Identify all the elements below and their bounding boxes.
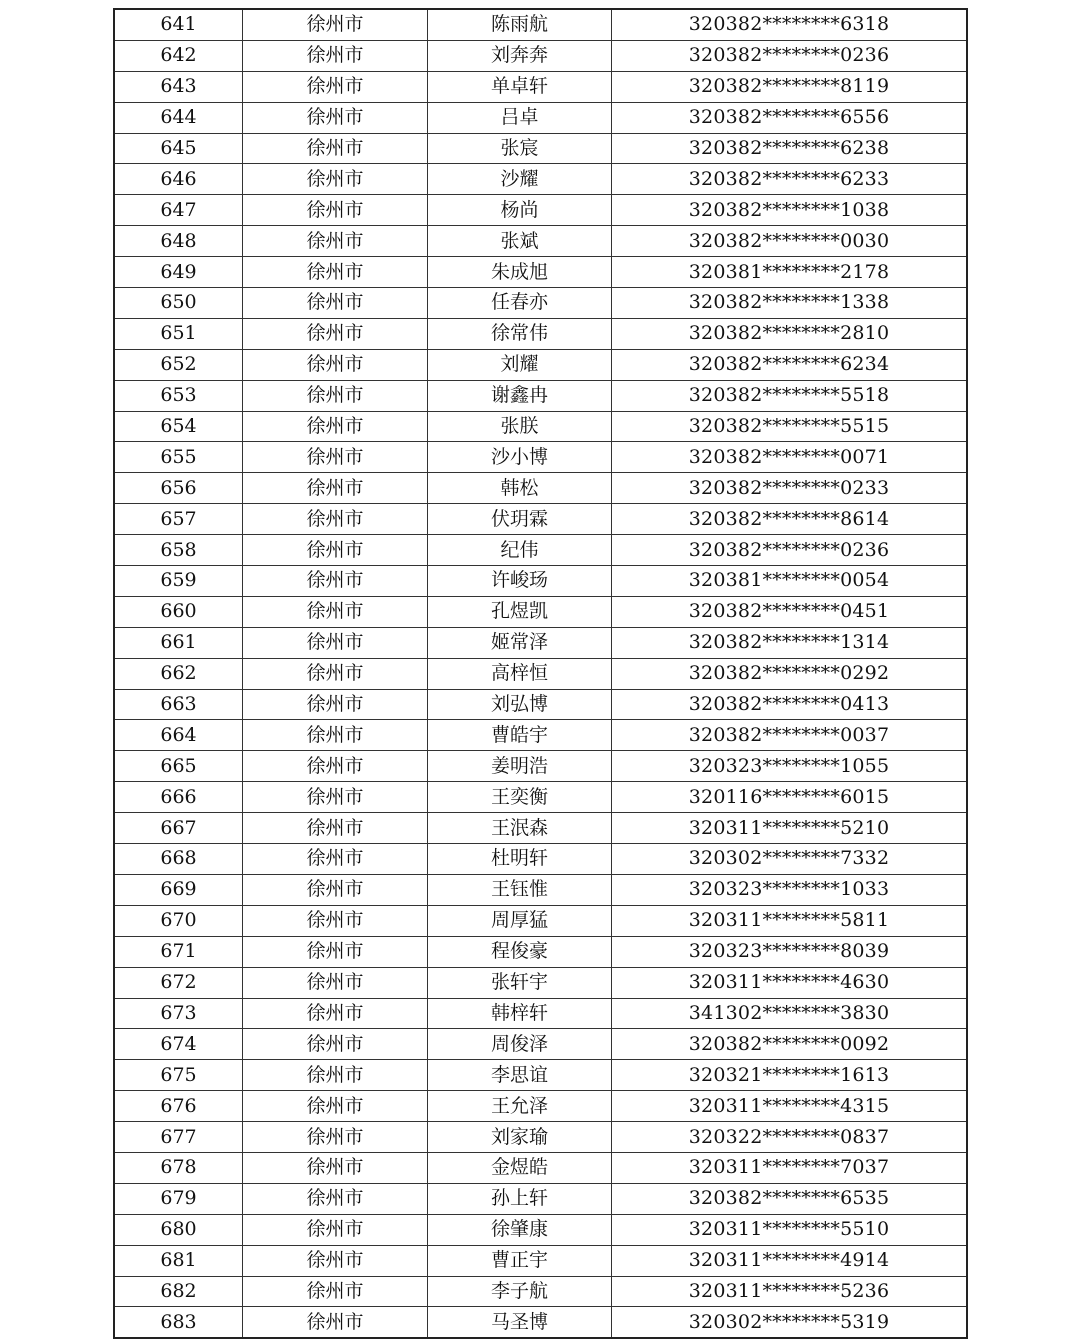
id-number-cell: 320323********1055 — [612, 751, 968, 782]
id-number-cell: 320382********0092 — [612, 1029, 968, 1060]
person-name-cell: 张朕 — [428, 411, 612, 442]
person-name-cell: 张宸 — [428, 133, 612, 164]
person-name-cell: 王奕衡 — [428, 782, 612, 813]
table-row — [114, 164, 967, 195]
row-number-cell: 670 — [114, 905, 243, 936]
table-row — [114, 566, 967, 597]
person-name-cell: 韩松 — [428, 473, 612, 504]
person-name-cell: 高梓恒 — [428, 658, 612, 689]
city-cell: 徐州市 — [243, 998, 428, 1029]
row-number-cell: 667 — [114, 813, 243, 844]
id-number-cell: 320323********8039 — [612, 936, 968, 967]
id-number-cell: 320382********6233 — [612, 164, 968, 195]
row-number-cell: 643 — [114, 71, 243, 102]
row-number-cell: 658 — [114, 535, 243, 566]
table-row — [114, 905, 967, 936]
table-row — [114, 195, 967, 226]
id-number-cell: 320311********7037 — [612, 1152, 968, 1183]
row-number-cell: 644 — [114, 102, 243, 133]
city-cell: 徐州市 — [243, 411, 428, 442]
person-name-cell: 周俊泽 — [428, 1029, 612, 1060]
row-number-cell: 673 — [114, 998, 243, 1029]
person-name-cell: 曹皓宇 — [428, 720, 612, 751]
row-number-cell: 647 — [114, 195, 243, 226]
id-number-cell: 320382********5515 — [612, 411, 968, 442]
row-number-cell: 645 — [114, 133, 243, 164]
table-row — [114, 535, 967, 566]
row-number-cell: 671 — [114, 936, 243, 967]
row-number-cell: 676 — [114, 1091, 243, 1122]
city-cell: 徐州市 — [243, 380, 428, 411]
city-cell: 徐州市 — [243, 102, 428, 133]
table-row — [114, 257, 967, 288]
city-cell: 徐州市 — [243, 504, 428, 535]
id-number-cell: 320382********2810 — [612, 318, 968, 349]
person-name-cell: 韩梓轩 — [428, 998, 612, 1029]
row-number-cell: 659 — [114, 566, 243, 597]
table-row — [114, 1245, 967, 1276]
id-number-cell: 320382********0292 — [612, 658, 968, 689]
table-row — [114, 442, 967, 473]
row-number-cell: 649 — [114, 257, 243, 288]
table-row — [114, 844, 967, 875]
person-name-cell: 杜明轩 — [428, 844, 612, 875]
person-name-cell: 朱成旭 — [428, 257, 612, 288]
city-cell: 徐州市 — [243, 257, 428, 288]
table-row — [114, 1183, 967, 1214]
city-cell: 徐州市 — [243, 1214, 428, 1245]
city-cell: 徐州市 — [243, 967, 428, 998]
person-name-cell: 姜明浩 — [428, 751, 612, 782]
person-name-cell: 任春亦 — [428, 288, 612, 319]
person-name-cell: 刘奔奔 — [428, 40, 612, 71]
city-cell: 徐州市 — [243, 71, 428, 102]
city-cell: 徐州市 — [243, 658, 428, 689]
person-name-cell: 孙上轩 — [428, 1183, 612, 1214]
city-cell: 徐州市 — [243, 1029, 428, 1060]
person-name-cell: 王泯森 — [428, 813, 612, 844]
id-number-cell: 320381********2178 — [612, 257, 968, 288]
id-number-cell: 320321********1613 — [612, 1060, 968, 1091]
id-number-cell: 320382********6318 — [612, 9, 968, 40]
table-row — [114, 1122, 967, 1153]
table-row — [114, 1307, 967, 1338]
row-number-cell: 652 — [114, 349, 243, 380]
city-cell: 徐州市 — [243, 1183, 428, 1214]
row-number-cell: 662 — [114, 658, 243, 689]
row-number-cell: 669 — [114, 874, 243, 905]
table-row — [114, 1060, 967, 1091]
id-number-cell: 320311********4914 — [612, 1245, 968, 1276]
table-row — [114, 689, 967, 720]
city-cell: 徐州市 — [243, 751, 428, 782]
table-row — [114, 1276, 967, 1307]
city-cell: 徐州市 — [243, 442, 428, 473]
city-cell: 徐州市 — [243, 164, 428, 195]
id-number-cell: 320382********1338 — [612, 288, 968, 319]
city-cell: 徐州市 — [243, 1152, 428, 1183]
row-number-cell: 677 — [114, 1122, 243, 1153]
id-number-cell: 320382********0236 — [612, 40, 968, 71]
person-name-cell: 马圣博 — [428, 1307, 612, 1338]
city-cell: 徐州市 — [243, 1060, 428, 1091]
city-cell: 徐州市 — [243, 596, 428, 627]
table-row — [114, 782, 967, 813]
table-row — [114, 751, 967, 782]
row-number-cell: 642 — [114, 40, 243, 71]
city-cell: 徐州市 — [243, 720, 428, 751]
id-number-cell: 320382********0233 — [612, 473, 968, 504]
person-name-cell: 许峻玚 — [428, 566, 612, 597]
table-row — [114, 813, 967, 844]
person-name-cell: 孔煜凯 — [428, 596, 612, 627]
table-row — [114, 874, 967, 905]
id-number-cell: 320382********0451 — [612, 596, 968, 627]
id-number-cell: 320382********6238 — [612, 133, 968, 164]
city-cell: 徐州市 — [243, 627, 428, 658]
id-number-cell: 320382********0037 — [612, 720, 968, 751]
id-number-cell: 341302********3830 — [612, 998, 968, 1029]
roster-table-body — [114, 9, 967, 1338]
city-cell: 徐州市 — [243, 1276, 428, 1307]
row-number-cell: 680 — [114, 1214, 243, 1245]
city-cell: 徐州市 — [243, 1122, 428, 1153]
table-row — [114, 473, 967, 504]
id-number-cell: 320382********6556 — [612, 102, 968, 133]
table-row — [114, 288, 967, 319]
row-number-cell: 661 — [114, 627, 243, 658]
row-number-cell: 664 — [114, 720, 243, 751]
city-cell: 徐州市 — [243, 689, 428, 720]
id-number-cell: 320311********5510 — [612, 1214, 968, 1245]
id-number-cell: 320311********4315 — [612, 1091, 968, 1122]
city-cell: 徐州市 — [243, 813, 428, 844]
table-row — [114, 504, 967, 535]
city-cell: 徐州市 — [243, 473, 428, 504]
table-row — [114, 1152, 967, 1183]
roster-table — [113, 8, 968, 1339]
person-name-cell: 陈雨航 — [428, 9, 612, 40]
table-row — [114, 9, 967, 40]
city-cell: 徐州市 — [243, 195, 428, 226]
table-row — [114, 936, 967, 967]
person-name-cell: 徐常伟 — [428, 318, 612, 349]
person-name-cell: 李思谊 — [428, 1060, 612, 1091]
person-name-cell: 刘耀 — [428, 349, 612, 380]
row-number-cell: 668 — [114, 844, 243, 875]
id-number-cell: 320322********0837 — [612, 1122, 968, 1153]
row-number-cell: 674 — [114, 1029, 243, 1060]
table-row — [114, 318, 967, 349]
city-cell: 徐州市 — [243, 844, 428, 875]
row-number-cell: 653 — [114, 380, 243, 411]
row-number-cell: 646 — [114, 164, 243, 195]
person-name-cell: 姬常泽 — [428, 627, 612, 658]
person-name-cell: 王钰惟 — [428, 874, 612, 905]
person-name-cell: 纪伟 — [428, 535, 612, 566]
table-row — [114, 720, 967, 751]
city-cell: 徐州市 — [243, 936, 428, 967]
id-number-cell: 320382********0071 — [612, 442, 968, 473]
id-number-cell: 320382********1038 — [612, 195, 968, 226]
row-number-cell: 672 — [114, 967, 243, 998]
id-number-cell: 320382********0236 — [612, 535, 968, 566]
city-cell: 徐州市 — [243, 566, 428, 597]
table-row — [114, 1214, 967, 1245]
table-row — [114, 411, 967, 442]
id-number-cell: 320381********0054 — [612, 566, 968, 597]
city-cell: 徐州市 — [243, 1245, 428, 1276]
id-number-cell: 320311********5236 — [612, 1276, 968, 1307]
person-name-cell: 沙耀 — [428, 164, 612, 195]
id-number-cell: 320116********6015 — [612, 782, 968, 813]
row-number-cell: 681 — [114, 1245, 243, 1276]
id-number-cell: 320311********5210 — [612, 813, 968, 844]
person-name-cell: 吕卓 — [428, 102, 612, 133]
row-number-cell: 660 — [114, 596, 243, 627]
table-row — [114, 998, 967, 1029]
person-name-cell: 张斌 — [428, 226, 612, 257]
id-number-cell: 320382********8614 — [612, 504, 968, 535]
id-number-cell: 320311********4630 — [612, 967, 968, 998]
person-name-cell: 李子航 — [428, 1276, 612, 1307]
id-number-cell: 320323********1033 — [612, 874, 968, 905]
id-number-cell: 320382********6234 — [612, 349, 968, 380]
row-number-cell: 650 — [114, 288, 243, 319]
city-cell: 徐州市 — [243, 226, 428, 257]
table-row — [114, 349, 967, 380]
row-number-cell: 657 — [114, 504, 243, 535]
row-number-cell: 675 — [114, 1060, 243, 1091]
person-name-cell: 杨尚 — [428, 195, 612, 226]
id-number-cell: 320302********5319 — [612, 1307, 968, 1338]
person-name-cell: 刘弘博 — [428, 689, 612, 720]
table-row — [114, 40, 967, 71]
table-row — [114, 596, 967, 627]
row-number-cell: 641 — [114, 9, 243, 40]
table-row — [114, 1091, 967, 1122]
person-name-cell: 金煜皓 — [428, 1152, 612, 1183]
id-number-cell: 320311********5811 — [612, 905, 968, 936]
city-cell: 徐州市 — [243, 349, 428, 380]
id-number-cell: 320382********6535 — [612, 1183, 968, 1214]
id-number-cell: 320382********0030 — [612, 226, 968, 257]
row-number-cell: 656 — [114, 473, 243, 504]
person-name-cell: 沙小博 — [428, 442, 612, 473]
table-row — [114, 658, 967, 689]
person-name-cell: 王允泽 — [428, 1091, 612, 1122]
table-row — [114, 967, 967, 998]
person-name-cell: 徐肇康 — [428, 1214, 612, 1245]
city-cell: 徐州市 — [243, 318, 428, 349]
row-number-cell: 654 — [114, 411, 243, 442]
table-row — [114, 226, 967, 257]
table-row — [114, 102, 967, 133]
id-number-cell: 320382********1314 — [612, 627, 968, 658]
person-name-cell: 周厚猛 — [428, 905, 612, 936]
city-cell: 徐州市 — [243, 288, 428, 319]
row-number-cell: 663 — [114, 689, 243, 720]
row-number-cell: 683 — [114, 1307, 243, 1338]
id-number-cell: 320382********0413 — [612, 689, 968, 720]
row-number-cell: 651 — [114, 318, 243, 349]
table-row — [114, 133, 967, 164]
person-name-cell: 谢鑫冉 — [428, 380, 612, 411]
row-number-cell: 648 — [114, 226, 243, 257]
person-name-cell: 伏玥霖 — [428, 504, 612, 535]
person-name-cell: 曹正宇 — [428, 1245, 612, 1276]
person-name-cell: 单卓轩 — [428, 71, 612, 102]
person-name-cell: 程俊豪 — [428, 936, 612, 967]
row-number-cell: 682 — [114, 1276, 243, 1307]
row-number-cell: 665 — [114, 751, 243, 782]
table-row — [114, 1029, 967, 1060]
row-number-cell: 678 — [114, 1152, 243, 1183]
id-number-cell: 320302********7332 — [612, 844, 968, 875]
table-row — [114, 380, 967, 411]
city-cell: 徐州市 — [243, 874, 428, 905]
city-cell: 徐州市 — [243, 40, 428, 71]
city-cell: 徐州市 — [243, 905, 428, 936]
city-cell: 徐州市 — [243, 1091, 428, 1122]
row-number-cell: 655 — [114, 442, 243, 473]
city-cell: 徐州市 — [243, 782, 428, 813]
id-number-cell: 320382********8119 — [612, 71, 968, 102]
row-number-cell: 666 — [114, 782, 243, 813]
id-number-cell: 320382********5518 — [612, 380, 968, 411]
city-cell: 徐州市 — [243, 535, 428, 566]
person-name-cell: 张轩宇 — [428, 967, 612, 998]
city-cell: 徐州市 — [243, 1307, 428, 1338]
table-row — [114, 71, 967, 102]
table-row — [114, 627, 967, 658]
city-cell: 徐州市 — [243, 9, 428, 40]
city-cell: 徐州市 — [243, 133, 428, 164]
row-number-cell: 679 — [114, 1183, 243, 1214]
person-name-cell: 刘家瑜 — [428, 1122, 612, 1153]
